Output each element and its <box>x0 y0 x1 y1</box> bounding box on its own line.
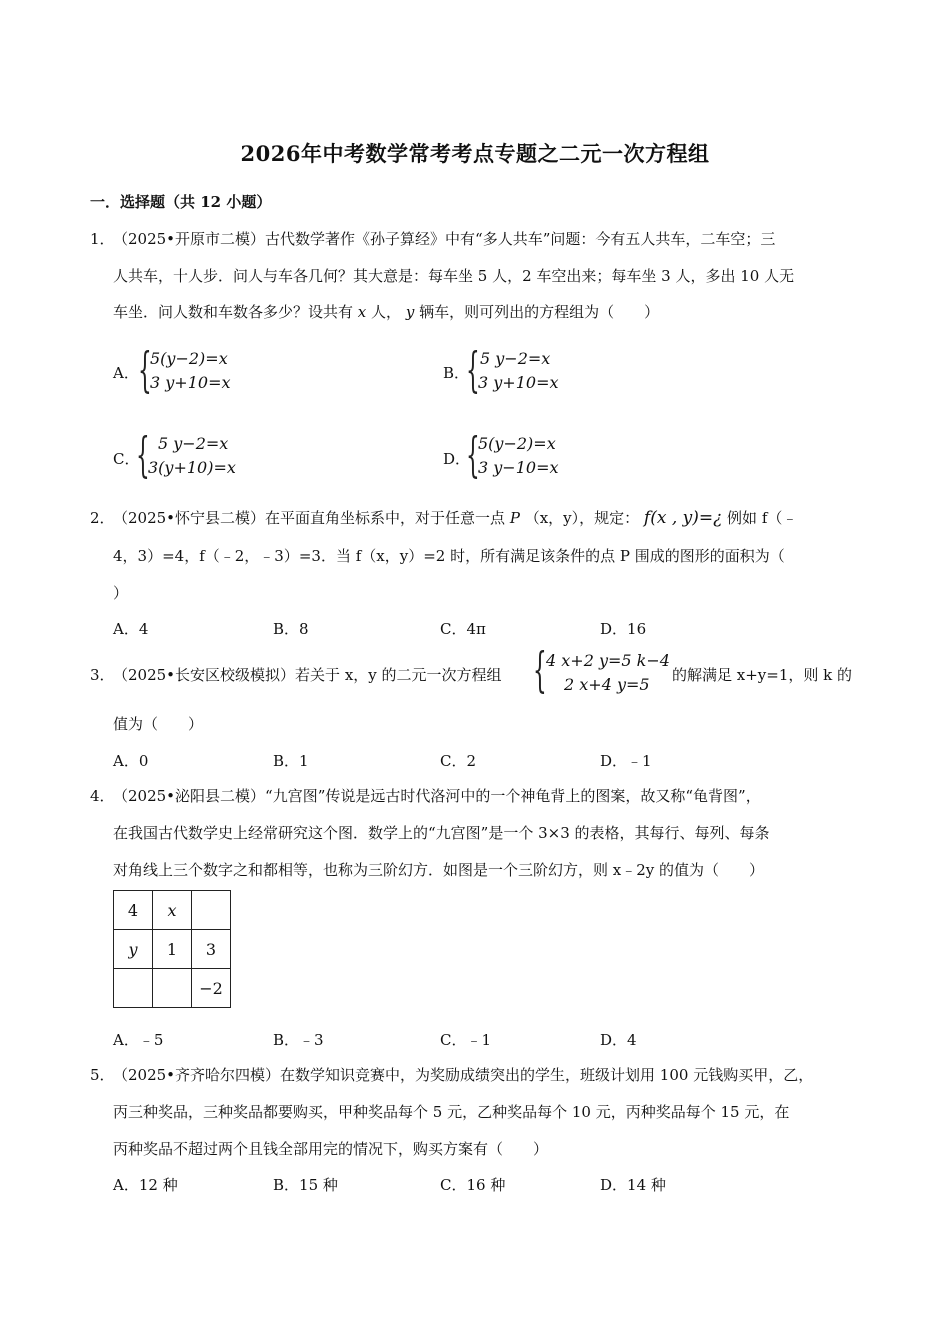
option-a-label[interactable]: A． <box>113 364 139 382</box>
variable-x: x <box>357 303 367 321</box>
question-text <box>113 508 797 528</box>
option-b-label[interactable]: B． <box>443 364 470 382</box>
option-d[interactable]: D．16 <box>600 620 647 638</box>
option-d-label[interactable]: D． <box>443 450 471 468</box>
variable-p: P <box>509 509 520 527</box>
option-b[interactable]: B．15 种 <box>273 1176 338 1194</box>
question-number: 5． <box>90 1066 115 1084</box>
equation-line: 3(y+10)=x <box>148 458 236 477</box>
question-number: 2． <box>90 509 115 527</box>
question-text: 的解满足 x+y=1，则 k 的 <box>672 666 853 684</box>
question-text <box>113 302 659 322</box>
option-c[interactable]: C．﹣1 <box>440 1031 492 1049</box>
option-a[interactable]: A．12 种 <box>113 1176 178 1194</box>
text-segment: f（﹣ <box>761 509 798 527</box>
text-segment: （x，y），规定： <box>524 509 640 527</box>
text-segment: 例如 <box>727 509 758 527</box>
option-a[interactable]: A．0 <box>113 752 149 770</box>
option-d[interactable]: D．4 <box>600 1031 637 1049</box>
option-c[interactable]: C．16 种 <box>440 1176 506 1194</box>
equation-line: 5 y−2=x <box>158 434 229 453</box>
left-brace-icon: { <box>138 342 152 398</box>
equation-line: 5 y−2=x <box>480 349 551 368</box>
section-heading: 一．选择题（共 12 小题） <box>90 193 272 211</box>
question-text <box>113 665 502 685</box>
option-a[interactable]: A．﹣5 <box>113 1031 164 1049</box>
question-text: ） <box>113 584 129 602</box>
option-b[interactable]: B．﹣3 <box>273 1031 324 1049</box>
formula: f(x , y)=¿ <box>643 508 723 528</box>
text-segment: （2025•怀宁县二模）在平面直角坐标系中，对于任意一点 <box>113 509 506 527</box>
left-brace-icon: { <box>136 427 150 483</box>
text-segment: （2025•长安区校级模拟）若关于 <box>113 666 341 684</box>
grid-row <box>114 891 231 930</box>
text-segment: 车坐．问人数和车数各多少？设共有 <box>113 303 354 321</box>
equation-line: 4 x+2 y=5 k−4 <box>546 651 670 670</box>
option-a[interactable]: A．4 <box>113 620 149 638</box>
left-brace-icon: { <box>466 427 480 483</box>
option-d[interactable]: D．14 种 <box>600 1176 666 1194</box>
option-c[interactable]: C．4π <box>440 620 486 638</box>
grid-row <box>114 969 231 1008</box>
equation-line: 3 y+10=x <box>478 373 559 392</box>
grid-cell: 4 <box>114 891 153 930</box>
page-title: 2026年中考数学常考考点专题之二元一次方程组 <box>240 141 710 166</box>
left-brace-icon: { <box>466 342 480 398</box>
option-d[interactable]: D．﹣1 <box>600 752 652 770</box>
grid-cell: −2 <box>192 969 231 1008</box>
question-text: 丙三种奖品，三种奖品都要购买，甲种奖品每个 5 元，乙种奖品每个 10 元，丙种奖品每个 15 元，在 <box>113 1103 790 1121</box>
question-text: 在我国古代数学史上经常研究这个图．数学上的“九宫图”是一个 3×3 的表格，其每行、每列、每条 <box>113 824 770 842</box>
question-text: 4，3）=4，f（﹣2，﹣3）=3．当 f（x，y）=2 时，所有满足该条件的点 P 围成的图形的面积为（ <box>113 547 785 565</box>
option-c-label[interactable]: C． <box>113 450 140 468</box>
equation-line: 5(y−2)=x <box>478 434 556 453</box>
question-number: 1． <box>90 230 115 248</box>
question-text: （2025•泌阳县二模）“九宫图”传说是远古时代洛河中的一个神龟背上的图案，故又称“龟背图”， <box>113 787 761 805</box>
grid-cell <box>153 969 192 1008</box>
grid-row <box>114 930 231 969</box>
option-c[interactable]: C．2 <box>440 752 477 770</box>
grid-cell <box>192 891 231 930</box>
grid-cell: 3 <box>192 930 231 969</box>
equation-line: 5(y−2)=x <box>150 349 228 368</box>
variable-y: y <box>405 303 415 321</box>
grid-cell <box>114 969 153 1008</box>
grid-cell: 1 <box>153 930 192 969</box>
question-text: （2025•齐齐哈尔四模）在数学知识竞赛中，为奖励成绩突出的学生，班级计划用 100 元钱购买甲，乙， <box>113 1066 814 1084</box>
equation-line: 3 y+10=x <box>150 373 231 392</box>
question-text: （2025•开原市二模）古代数学著作《孙子算经》中有“多人共车”问题：今有五人共车，二车空；三 <box>113 230 776 248</box>
option-b[interactable]: B．8 <box>273 620 309 638</box>
question-text: 对角线上三个数字之和都相等，也称为三阶幻方．如图是一个三阶幻方，则 x﹣2y 的值为（ ） <box>113 861 765 879</box>
question-text: 值为（ ） <box>113 715 204 733</box>
text-segment: x，y 的二元一次方程组 <box>344 666 502 684</box>
question-text: 丙种奖品不超过两个且钱全部用完的情况下，购买方案有（ ） <box>113 1140 549 1158</box>
question-number: 3． <box>90 666 115 684</box>
grid-cell: x <box>153 891 192 930</box>
magic-square-grid <box>113 890 231 1008</box>
equation-line: 2 x+4 y=5 <box>564 675 650 694</box>
text-segment: 人， <box>371 303 402 321</box>
option-b[interactable]: B．1 <box>273 752 309 770</box>
left-brace-icon: { <box>533 642 547 698</box>
grid-cell: y <box>114 930 153 969</box>
equation-line: 3 y−10=x <box>478 458 559 477</box>
question-number: 4． <box>90 787 115 805</box>
question-text: 人共车，十人步．问人与车各几何？其大意是：每车坐 5 人，2 车空出来；每车坐 3 人，多出 10 人无 <box>113 267 795 285</box>
text-segment: 辆车，则可列出的方程组为（ ） <box>419 303 660 321</box>
